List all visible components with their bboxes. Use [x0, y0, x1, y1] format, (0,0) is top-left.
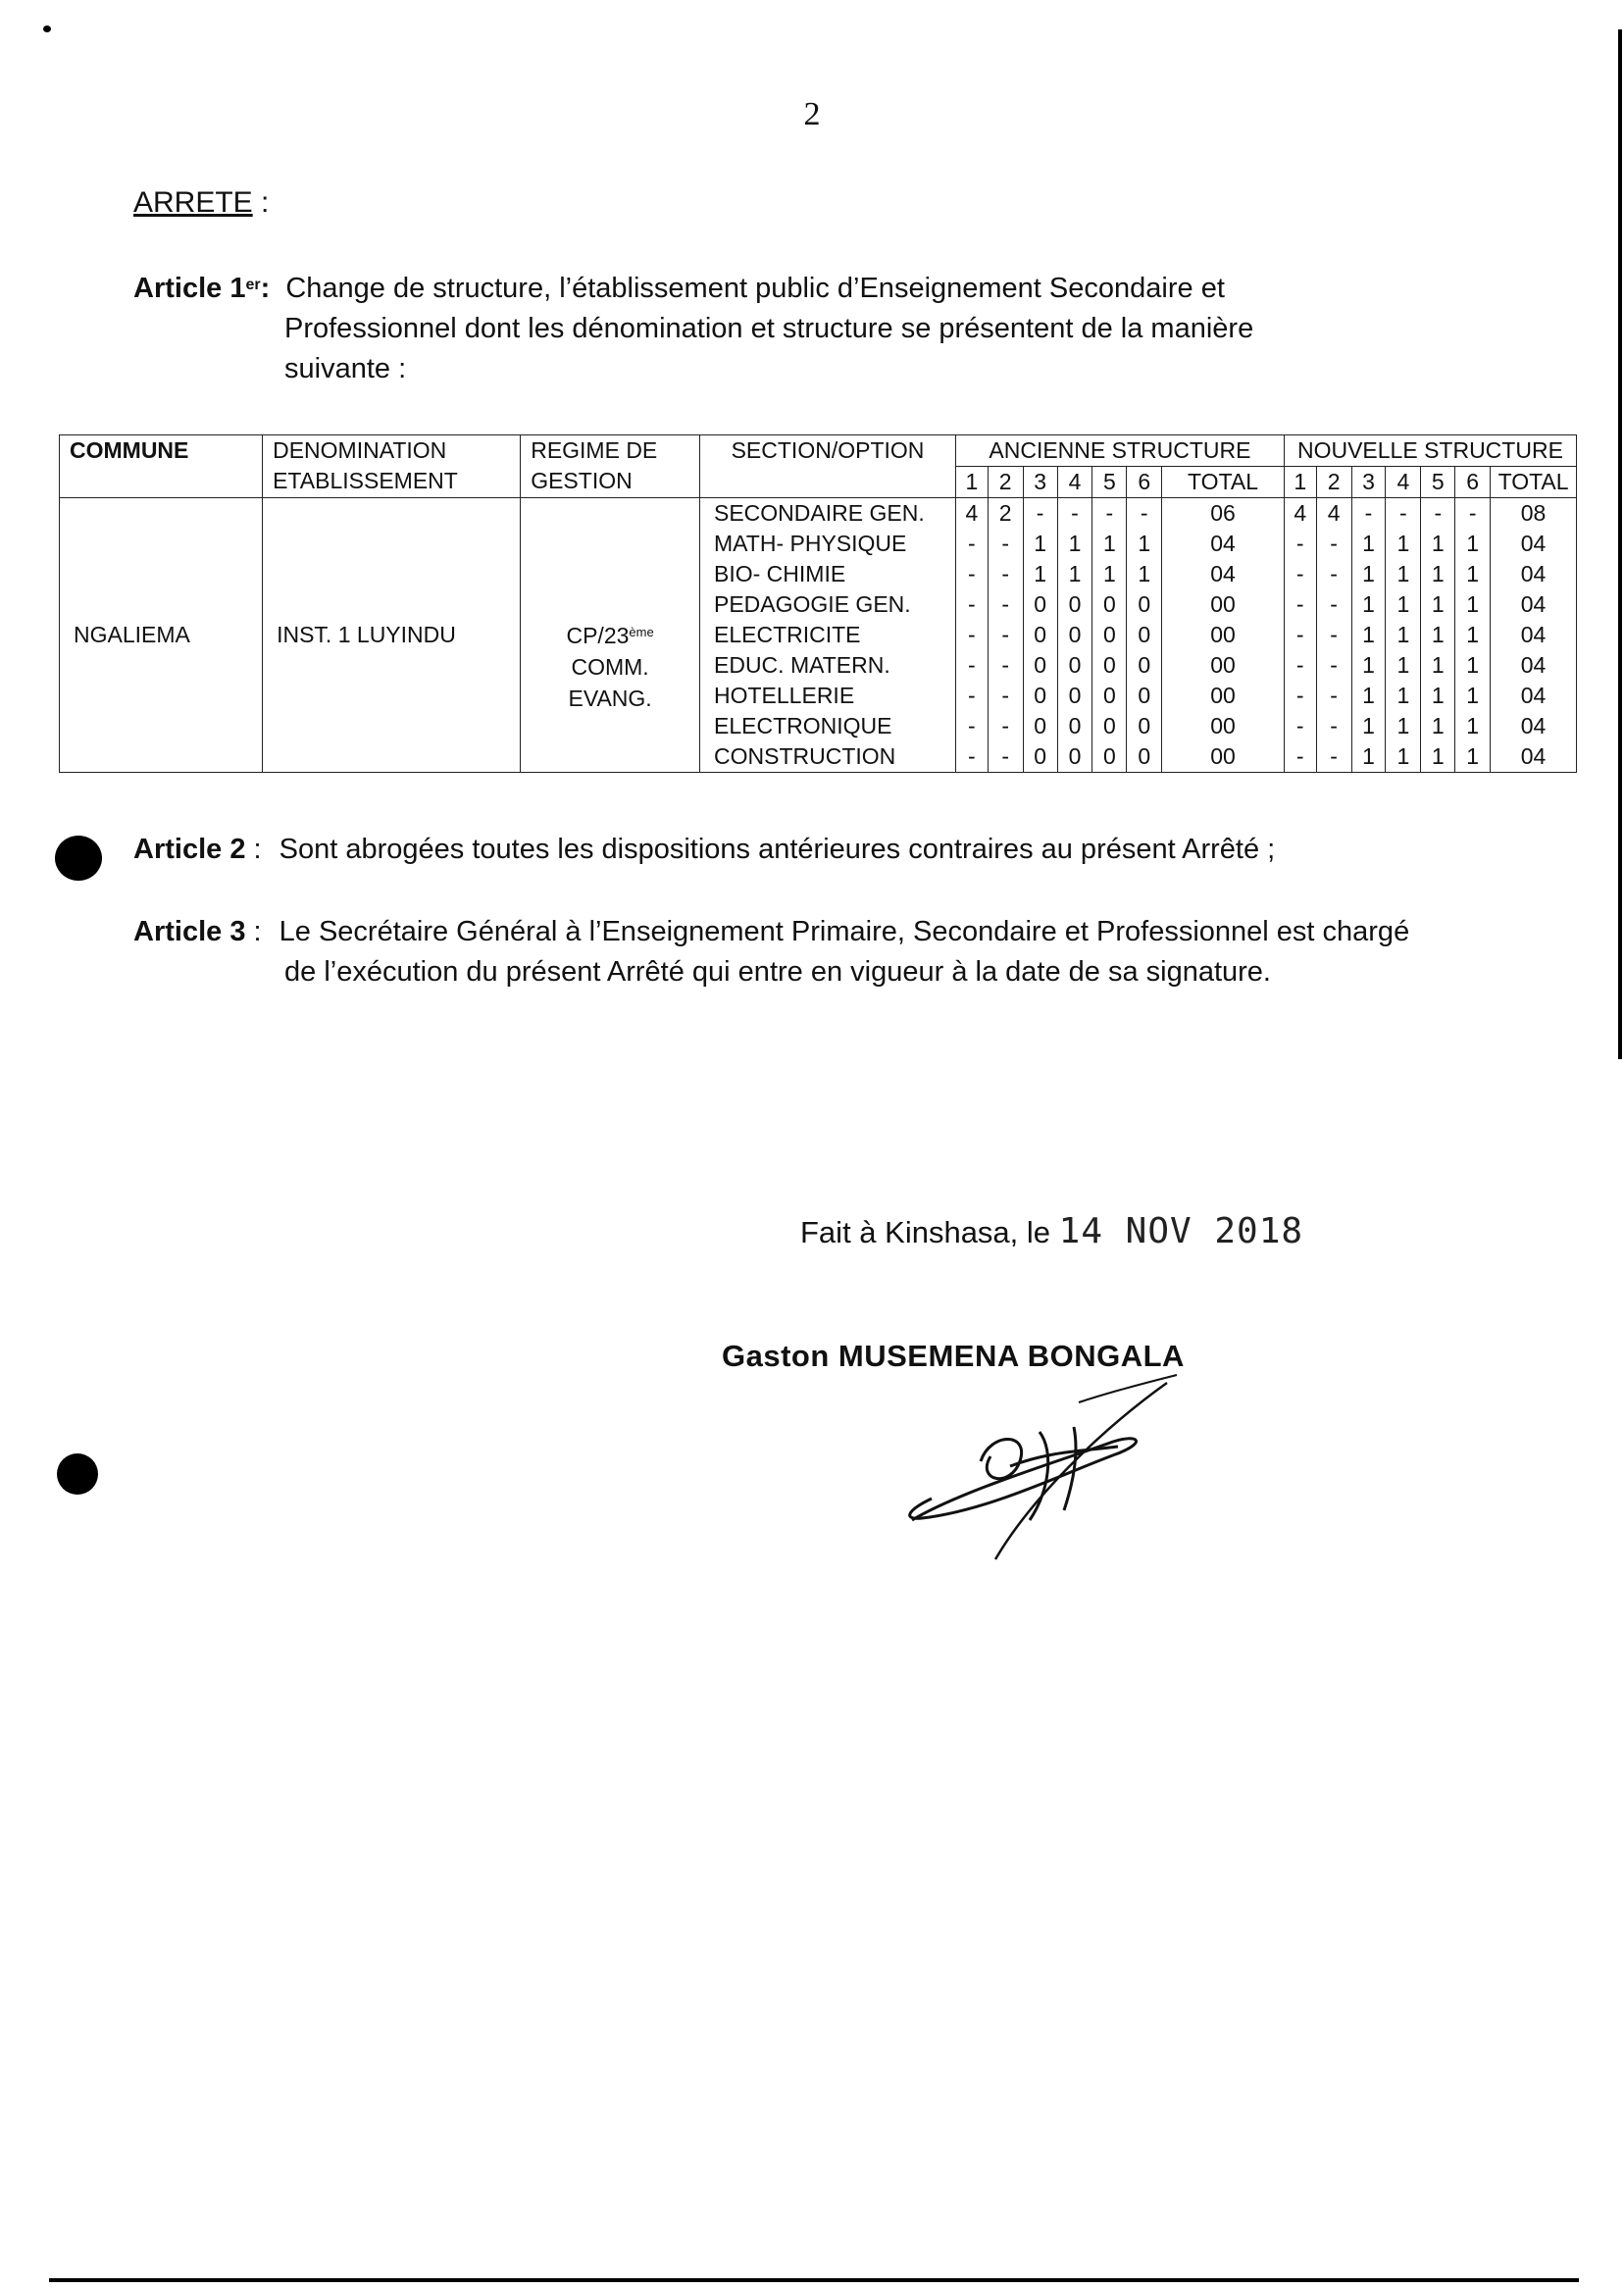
header-new-col: 6 — [1455, 467, 1491, 498]
header-denomination: DENOMINATION ETABLISSEMENT — [263, 435, 521, 498]
header-ancienne-structure: ANCIENNE STRUCTURE — [955, 435, 1284, 467]
article-2-label: Article 2 — [133, 834, 246, 865]
old-structure-cell: - — [955, 681, 988, 711]
new-total-cell: 04 — [1491, 620, 1577, 650]
old-structure-cell: - — [1092, 498, 1127, 530]
old-structure-cell: - — [988, 620, 1023, 650]
old-structure-cell: 0 — [1023, 589, 1057, 620]
old-structure-cell: - — [955, 741, 988, 773]
new-structure-cell: 1 — [1421, 741, 1455, 773]
header-old-col: 3 — [1023, 467, 1057, 498]
new-structure-cell: - — [1284, 620, 1316, 650]
signature-image — [883, 1373, 1236, 1579]
new-structure-cell: 1 — [1455, 620, 1491, 650]
new-structure-cell: - — [1316, 529, 1351, 559]
place-date-text: Fait à Kinshasa, le — [800, 1215, 1051, 1249]
old-structure-cell: 0 — [1057, 711, 1092, 741]
punch-hole-mark — [57, 1453, 98, 1495]
old-total-cell: 00 — [1162, 650, 1285, 681]
new-structure-cell: - — [1316, 681, 1351, 711]
new-structure-cell: 1 — [1455, 741, 1491, 773]
old-structure-cell: 0 — [1023, 741, 1057, 773]
new-structure-cell: 1 — [1386, 741, 1421, 773]
new-structure-cell: 1 — [1351, 559, 1386, 589]
commune-cell: NGALIEMA — [60, 498, 263, 773]
new-structure-cell: 1 — [1351, 620, 1386, 650]
header-section: SECTION/OPTION — [700, 435, 956, 498]
new-structure-cell: 1 — [1421, 589, 1455, 620]
old-structure-cell: 0 — [1092, 741, 1127, 773]
article-2: Article 2 : Sont abrogées toutes les dispositions antérieures contraires au présent Arrêté ; — [133, 834, 1276, 865]
old-structure-cell: 0 — [1127, 681, 1162, 711]
new-structure-cell: - — [1284, 559, 1316, 589]
new-total-cell: 04 — [1491, 559, 1577, 589]
section-option-cell: ELECTRONIQUE — [700, 711, 956, 741]
old-structure-cell: 1 — [1127, 559, 1162, 589]
new-structure-cell: - — [1421, 498, 1455, 530]
section-option-cell: BIO- CHIMIE — [700, 559, 956, 589]
article-3-line-1: Le Secrétaire Général à l’Enseignement Primaire, Secondaire et Professionnel est chargé — [279, 916, 1410, 947]
header-new-col: 2 — [1316, 467, 1351, 498]
new-structure-cell: - — [1455, 498, 1491, 530]
new-structure-cell: 1 — [1386, 620, 1421, 650]
old-structure-cell: - — [1023, 498, 1057, 530]
article-3: Article 3 : Le Secrétaire Général à l’Enseignement Primaire, Secondaire et Professionnel est chargé — [133, 916, 1410, 947]
old-structure-cell: 0 — [1092, 589, 1127, 620]
new-structure-cell: 1 — [1421, 559, 1455, 589]
new-structure-cell: 1 — [1386, 650, 1421, 681]
header-regime: REGIME DE GESTION — [521, 435, 700, 498]
header-old-col: 1 — [955, 467, 988, 498]
new-structure-cell: - — [1284, 681, 1316, 711]
article-1-line-1: Change de structure, l’établissement public d’Enseignement Secondaire et — [285, 273, 1225, 304]
old-structure-cell: - — [988, 529, 1023, 559]
old-total-cell: 00 — [1162, 589, 1285, 620]
old-structure-cell: 0 — [1127, 741, 1162, 773]
header-old-col: 4 — [1057, 467, 1092, 498]
old-total-cell: 04 — [1162, 559, 1285, 589]
article-2-text: Sont abrogées toutes les dispositions antérieures contraires au présent Arrêté ; — [279, 834, 1276, 865]
header-new-col: 5 — [1421, 467, 1455, 498]
new-structure-cell: 1 — [1455, 589, 1491, 620]
article-1-line-2: Professionnel dont les dénomination et structure se présentent de la manière — [284, 313, 1254, 344]
old-total-cell: 00 — [1162, 741, 1285, 773]
old-structure-cell: 0 — [1057, 650, 1092, 681]
section-option-cell: MATH- PHYSIQUE — [700, 529, 956, 559]
old-structure-cell: 2 — [988, 498, 1023, 530]
header-new-col: 4 — [1386, 467, 1421, 498]
old-structure-cell: 1 — [1092, 559, 1127, 589]
old-structure-cell: 0 — [1127, 711, 1162, 741]
new-structure-cell: 1 — [1455, 529, 1491, 559]
header-commune: COMMUNE — [60, 435, 263, 498]
new-total-cell: 08 — [1491, 498, 1577, 530]
old-structure-cell: - — [955, 559, 988, 589]
header-old-total: TOTAL — [1162, 467, 1285, 498]
old-structure-cell: - — [988, 589, 1023, 620]
new-structure-cell: 1 — [1351, 650, 1386, 681]
new-total-cell: 04 — [1491, 681, 1577, 711]
old-structure-cell: - — [988, 681, 1023, 711]
header-old-col: 6 — [1127, 467, 1162, 498]
new-structure-cell: 1 — [1351, 589, 1386, 620]
old-structure-cell: - — [988, 711, 1023, 741]
decree-heading-text: ARRETE — [133, 186, 253, 219]
old-structure-cell: 1 — [1092, 529, 1127, 559]
new-structure-cell: - — [1316, 711, 1351, 741]
new-structure-cell: 1 — [1455, 681, 1491, 711]
old-structure-cell: - — [955, 620, 988, 650]
scan-speck — [43, 25, 51, 32]
bottom-rule — [49, 2278, 1579, 2282]
old-structure-cell: - — [1127, 498, 1162, 530]
new-structure-cell: - — [1284, 711, 1316, 741]
new-structure-cell: 1 — [1386, 681, 1421, 711]
old-structure-cell: 0 — [1127, 650, 1162, 681]
old-structure-cell: - — [988, 741, 1023, 773]
old-structure-cell: 0 — [1127, 620, 1162, 650]
old-structure-cell: 0 — [1023, 711, 1057, 741]
old-total-cell: 00 — [1162, 711, 1285, 741]
header-new-col: 3 — [1351, 467, 1386, 498]
old-structure-cell: 1 — [1023, 529, 1057, 559]
old-structure-cell: - — [988, 559, 1023, 589]
section-option-cell: HOTELLERIE — [700, 681, 956, 711]
new-structure-cell: - — [1316, 589, 1351, 620]
old-structure-cell: 0 — [1023, 650, 1057, 681]
new-structure-cell: 1 — [1386, 529, 1421, 559]
old-structure-cell: 0 — [1057, 589, 1092, 620]
page-number: 2 — [803, 96, 821, 132]
old-structure-cell: - — [955, 711, 988, 741]
old-structure-cell: 0 — [1057, 681, 1092, 711]
new-structure-cell: 1 — [1351, 711, 1386, 741]
old-structure-cell: 0 — [1092, 650, 1127, 681]
old-structure-cell: 0 — [1023, 681, 1057, 711]
old-structure-cell: 0 — [1092, 711, 1127, 741]
header-new-col: 1 — [1284, 467, 1316, 498]
new-structure-cell: 1 — [1455, 711, 1491, 741]
structure-table — [59, 434, 1577, 773]
new-structure-cell: 1 — [1455, 650, 1491, 681]
section-option-cell: EDUC. MATERN. — [700, 650, 956, 681]
old-total-cell: 04 — [1162, 529, 1285, 559]
old-structure-cell: 0 — [1092, 681, 1127, 711]
new-structure-cell: - — [1316, 559, 1351, 589]
place-date — [800, 1211, 1303, 1251]
section-option-cell: CONSTRUCTION — [700, 741, 956, 773]
new-structure-cell: 1 — [1386, 589, 1421, 620]
old-structure-cell: 1 — [1023, 559, 1057, 589]
new-structure-cell: 1 — [1351, 741, 1386, 773]
header-new-total: TOTAL — [1491, 467, 1577, 498]
new-structure-cell: - — [1386, 498, 1421, 530]
new-structure-cell: - — [1351, 498, 1386, 530]
new-structure-cell: - — [1316, 650, 1351, 681]
old-structure-cell: 0 — [1057, 741, 1092, 773]
section-option-cell: PEDAGOGIE GEN. — [700, 589, 956, 620]
article-3-line-2: de l’exécution du présent Arrêté qui entre en vigueur à la date de sa signature. — [284, 956, 1271, 988]
article-1 — [133, 269, 1225, 309]
new-structure-cell: 4 — [1284, 498, 1316, 530]
new-structure-cell: - — [1316, 620, 1351, 650]
new-total-cell: 04 — [1491, 529, 1577, 559]
section-option-cell: SECONDAIRE GEN. — [700, 498, 956, 530]
old-total-cell: 00 — [1162, 620, 1285, 650]
new-structure-cell: 1 — [1386, 711, 1421, 741]
new-structure-cell: 1 — [1421, 681, 1455, 711]
new-total-cell: 04 — [1491, 741, 1577, 773]
new-total-cell: 04 — [1491, 711, 1577, 741]
old-structure-cell: 4 — [955, 498, 988, 530]
new-structure-cell: 4 — [1316, 498, 1351, 530]
table-row — [60, 498, 1577, 530]
new-structure-cell: - — [1316, 741, 1351, 773]
new-total-cell: 04 — [1491, 650, 1577, 681]
old-structure-cell: 0 — [1057, 620, 1092, 650]
old-structure-cell: 1 — [1057, 559, 1092, 589]
signer-name: Gaston MUSEMENA BONGALA — [722, 1339, 1185, 1373]
new-structure-cell: 1 — [1455, 559, 1491, 589]
header-nouvelle-structure: NOUVELLE STRUCTURE — [1284, 435, 1576, 467]
decree-heading: ARRETE : — [133, 186, 270, 219]
article-1-line-3: suivante : — [284, 353, 407, 384]
new-structure-cell: - — [1284, 529, 1316, 559]
header-old-col: 2 — [988, 467, 1023, 498]
old-structure-cell: 0 — [1127, 589, 1162, 620]
new-structure-cell: - — [1284, 589, 1316, 620]
new-structure-cell: - — [1284, 650, 1316, 681]
new-structure-cell: 1 — [1421, 620, 1455, 650]
punch-hole-mark — [55, 836, 102, 881]
new-structure-cell: 1 — [1421, 529, 1455, 559]
new-structure-cell: 1 — [1386, 559, 1421, 589]
old-structure-cell: 0 — [1092, 620, 1127, 650]
old-structure-cell: 0 — [1023, 620, 1057, 650]
regime-cell: CP/23ème COMM. EVANG. — [521, 498, 700, 773]
old-structure-cell: 1 — [1127, 529, 1162, 559]
old-structure-cell: 1 — [1057, 529, 1092, 559]
old-structure-cell: - — [955, 589, 988, 620]
right-edge-line — [1618, 29, 1622, 1059]
header-old-col: 5 — [1092, 467, 1127, 498]
new-structure-cell: 1 — [1421, 650, 1455, 681]
old-structure-cell: - — [955, 650, 988, 681]
new-structure-cell: 1 — [1351, 681, 1386, 711]
new-structure-cell: 1 — [1351, 529, 1386, 559]
section-option-cell: ELECTRICITE — [700, 620, 956, 650]
etablissement-cell: INST. 1 LUYINDU — [263, 498, 521, 773]
article-1-label: Article 1er: — [133, 273, 271, 304]
old-structure-cell: - — [988, 650, 1023, 681]
old-total-cell: 06 — [1162, 498, 1285, 530]
old-structure-cell: - — [955, 529, 988, 559]
old-total-cell: 00 — [1162, 681, 1285, 711]
article-3-label: Article 3 — [133, 916, 246, 947]
date-stamp: 14 NOV 2018 — [1058, 1211, 1304, 1251]
new-structure-cell: 1 — [1421, 711, 1455, 741]
new-total-cell: 04 — [1491, 589, 1577, 620]
old-structure-cell: - — [1057, 498, 1092, 530]
new-structure-cell: - — [1284, 741, 1316, 773]
